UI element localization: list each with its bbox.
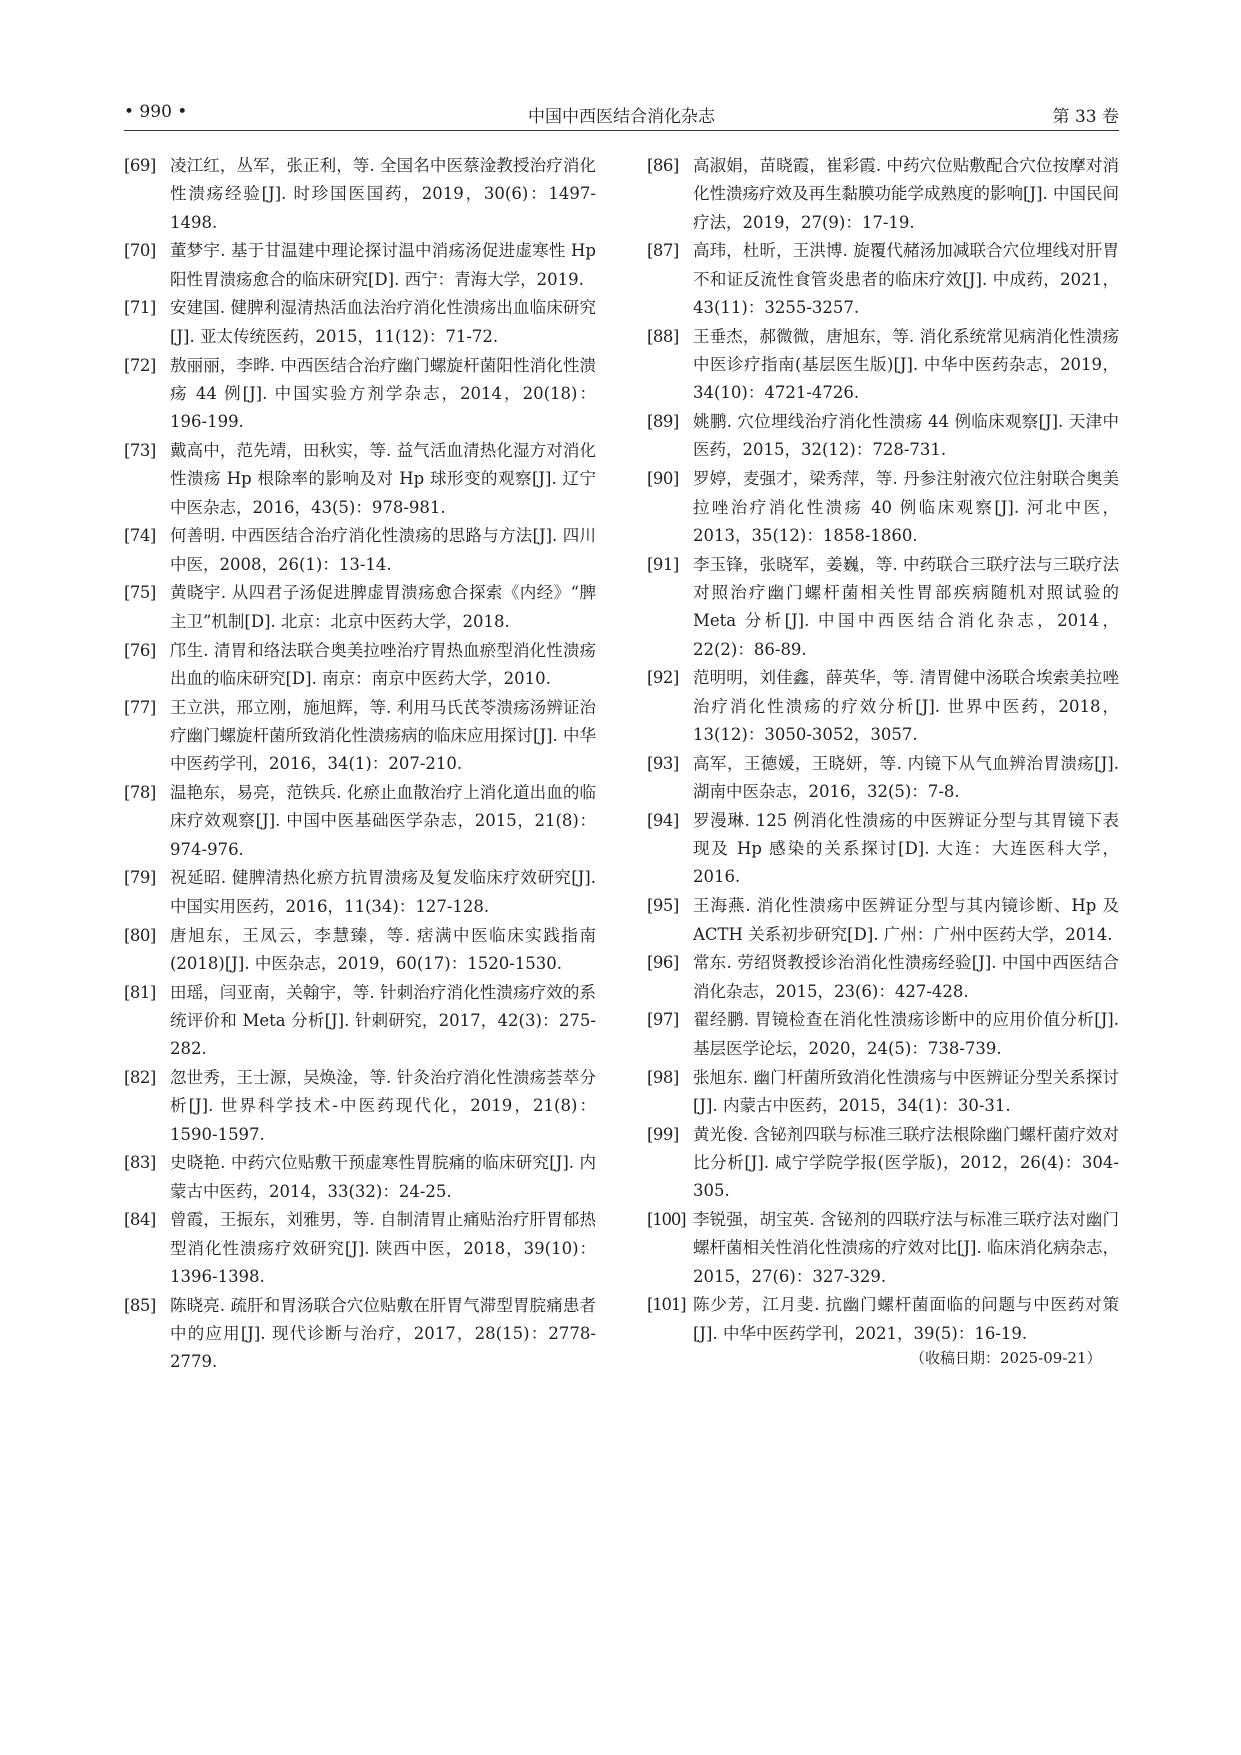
reference-item — [124, 694, 596, 779]
received-date: （收稿日期：2025-09-21） — [910, 1349, 1102, 1367]
reference-number: [74] — [124, 526, 156, 546]
reference-item — [647, 1291, 1119, 1348]
reference-number: [81] — [124, 982, 156, 1002]
reference-text: 黄晓宇. 从四君子汤促进脾虚胃溃疡愈合探索《内经》“脾主卫”机制[D]. 北京：北京中医药大学，2018. — [170, 583, 596, 631]
reference-text: 常东. 劳绍贤教授诊治消化性溃疡经验[J]. 中国中西医结合消化杂志，2015，23(6)：427-428. — [693, 953, 1119, 1001]
reference-number: [96] — [647, 953, 679, 973]
reference-text: 董梦宇. 基于甘温建中理论探讨温中消疡汤促进虚寒性 Hp 阳性胃溃疡愈合的临床研究[D]. 西宁：青海大学，2019. — [170, 241, 596, 289]
reference-number: [77] — [124, 697, 156, 717]
reference-text: 罗漫琳. 125 例消化性溃疡的中医辨证分型与其胃镜下表现及 Hp 感染的关系探讨[D]. 大连：大连医科大学，2016. — [693, 810, 1119, 887]
reference-text: 高淑娟，苗晓霞，崔彩霞. 中药穴位贴敷配合穴位按摩对消化性溃疡疗效及再生黏膜功能学成熟度的影响[J]. 中国民间疗法，2019，27(9)：17-19. — [693, 156, 1119, 232]
reference-item — [647, 750, 1119, 807]
reference-item — [124, 922, 596, 979]
reference-number: [84] — [124, 1210, 156, 1230]
reference-number: [99] — [647, 1124, 679, 1144]
reference-text: 安建国. 健脾利湿清热活血法治疗消化性溃疡出血临床研究[J]. 亚太传统医药，2015，11(12)：71-72. — [170, 298, 596, 346]
reference-item — [647, 551, 1119, 664]
reference-number: [89] — [647, 412, 679, 432]
reference-number: [94] — [647, 810, 679, 830]
reference-item — [647, 949, 1119, 1006]
reference-text: 邝生. 清胃和络法联合奥美拉唑治疗胃热血瘀型消化性溃疡出血的临床研究[D]. 南京：南京中医药大学，2010. — [170, 640, 596, 688]
reference-text: 田瑶，闫亚南，关翰宇，等. 针刺治疗消化性溃疡疗效的系统评价和 Meta 分析[J]. 针刺研究，2017，42(3)：275-282. — [170, 982, 596, 1059]
reference-text: 李锐强，胡宝英. 含铋剂的四联疗法与标准三联疗法对幽门螺杆菌相关性消化性溃疡的疗效对比[J]. 临床消化病杂志，2015，27(6)：327-329. — [693, 1209, 1119, 1286]
reference-text: 戴高中，范先靖，田秋实，等. 益气活血清热化湿方对消化性溃疡 Hp 根除率的影响及对 Hp 球形变的观察[J]. 辽宁中医杂志，2016，43(5)：978-981. — [170, 440, 596, 517]
reference-number: [87] — [647, 241, 679, 261]
reference-item — [647, 152, 1119, 237]
reference-item — [124, 437, 596, 522]
reference-number: [101] — [647, 1295, 686, 1315]
reference-text: 范明明，刘佳鑫，薛英华，等. 清胃健中汤联合埃索美拉唑治疗消化性溃疡的疗效分析[J]. 世界中医药，2018，13(12)：3050-3052，3057. — [693, 668, 1119, 744]
reference-number: [70] — [124, 241, 156, 261]
reference-number: [76] — [124, 640, 156, 660]
reference-number: [73] — [124, 440, 156, 460]
reference-number: [71] — [124, 298, 156, 318]
reference-item — [124, 979, 596, 1064]
reference-text: 姚鹏. 穴位埋线治疗消化性溃疡 44 例临床观察[J]. 天津中医药，2015，32(12)：728-731. — [693, 412, 1119, 460]
reference-item — [124, 579, 596, 636]
reference-item — [647, 1064, 1119, 1121]
reference-text: 忽世秀，王士源，吴焕淦，等. 针灸治疗消化性溃疡荟萃分析[J]. 世界科学技术-中医药现代化，2019，21(8)：1590-1597. — [170, 1068, 596, 1144]
volume-label: 第 33 卷 — [1052, 107, 1119, 127]
page-header — [124, 100, 1119, 131]
reference-number: [83] — [124, 1153, 156, 1173]
reference-text: 陈少芳，江月斐. 抗幽门螺杆菌面临的问题与中医药对策[J]. 中华中医药学刊，2021，39(5)：16-19. — [693, 1295, 1119, 1343]
reference-item — [124, 352, 596, 437]
references-left-column — [124, 152, 596, 1377]
reference-text: 唐旭东，王凤云，李慧臻，等. 痞满中医临床实践指南(2018)[J]. 中医杂志，2019，60(17)：1520-1530. — [170, 925, 596, 973]
reference-number: [93] — [647, 753, 679, 773]
reference-item — [124, 522, 596, 579]
reference-item — [124, 1149, 596, 1206]
reference-number: [95] — [647, 896, 679, 916]
reference-number: [91] — [647, 554, 679, 574]
reference-number: [82] — [124, 1068, 156, 1087]
reference-number: [100] — [647, 1209, 686, 1229]
reference-number: [72] — [124, 355, 156, 375]
reference-item — [647, 323, 1119, 408]
reference-text: 王立洪，邢立刚，施旭辉，等. 利用马氏芪苓溃疡汤辨证治疗幽门螺旋杆菌所致消化性溃疡病的临床应用探讨[J]. 中华中医药学刊，2016，34(1)：207-210. — [170, 697, 596, 774]
reference-number: [86] — [647, 156, 679, 175]
reference-text: 翟经鹏. 胃镜检查在消化性溃疡诊断中的应用价值分析[J]. 基层医学论坛，2020，24(5)：738-739. — [693, 1010, 1119, 1058]
journal-title: 中国中西医结合消化杂志 — [528, 107, 715, 127]
reference-item — [647, 465, 1119, 550]
reference-item — [124, 779, 596, 864]
reference-text: 高玮，杜昕，王洪博. 旋覆代赭汤加减联合穴位埋线对肝胃不和证反流性食管炎患者的临床疗效[J]. 中成药，2021，43(11)：3255-3257. — [693, 241, 1119, 317]
references-right-column — [647, 152, 1119, 1348]
reference-text: 温艳东，易亮，范铁兵. 化瘀止血散治疗上消化道出血的临床疗效观察[J]. 中国中医基础医学杂志，2015，21(8)：974-976. — [170, 783, 596, 859]
reference-item — [124, 637, 596, 694]
reference-text: 高军，王德媛，王晓妍，等. 内镜下从气血辨治胃溃疡[J]. 湖南中医杂志，2016，32(5)：7-8. — [693, 753, 1119, 802]
reference-number: [97] — [647, 1010, 679, 1030]
reference-text: 何善明. 中西医结合治疗消化性溃疡的思路与方法[J]. 四川中医，2008，26(1)：13-14. — [170, 526, 596, 574]
reference-number: [78] — [124, 783, 156, 803]
reference-number: [75] — [124, 583, 156, 603]
reference-number: [85] — [124, 1295, 156, 1315]
reference-item — [124, 152, 596, 237]
reference-item — [647, 1206, 1119, 1291]
reference-number: [98] — [647, 1067, 679, 1087]
reference-text: 敖丽丽，李晔. 中西医结合治疗幽门螺旋杆菌阳性消化性溃疡 44 例[J]. 中国实验方剂学杂志，2014，20(18)：196-199. — [170, 355, 596, 432]
reference-text: 王垂杰，郝微微，唐旭东，等. 消化系统常见病消化性溃疡中医诊疗指南(基层医生版)[J]. 中华中医药杂志，2019，34(10)：4721-4726. — [693, 326, 1119, 403]
reference-text: 陈晓亮. 疏肝和胃汤联合穴位贴敷在肝胃气滞型胃脘痛患者中的应用[J]. 现代诊断与治疗，2017，28(15)：2778-2779. — [170, 1295, 596, 1372]
reference-text: 史晓艳. 中药穴位贴敷干预虚寒性胃脘痛的临床研究[J]. 内蒙古中医药，2014，33(32)：24-25. — [170, 1153, 596, 1201]
reference-item — [647, 237, 1119, 322]
page-number: • 990 • — [124, 102, 188, 122]
reference-item — [124, 1206, 596, 1291]
reference-number: [79] — [124, 868, 156, 888]
reference-item — [647, 892, 1119, 949]
reference-item — [124, 1292, 596, 1377]
reference-text: 王海燕. 消化性溃疡中医辨证分型与其内镜诊断、Hp 及 ACTH 关系初步研究[D]. 广州：广州中医药大学，2014. — [693, 896, 1119, 944]
reference-text: 曾霞，王振东，刘雅男，等. 自制清胃止痛贴治疗肝胃郁热型消化性溃疡疗效研究[J]. 陕西中医，2018，39(10)：1396-1398. — [170, 1210, 596, 1287]
reference-item — [124, 237, 596, 294]
reference-number: [88] — [647, 326, 679, 346]
reference-item — [124, 294, 596, 351]
reference-text: 黄光俊. 含铋剂四联与标准三联疗法根除幽门螺杆菌疗效对比分析[J]. 咸宁学院学报(医学版)，2012，26(4)：304-305. — [693, 1124, 1119, 1201]
reference-item — [647, 807, 1119, 892]
reference-text: 张旭东. 幽门杆菌所致消化性溃疡与中医辨证分型关系探讨[J]. 内蒙古中医药，2015，34(1)：30-31. — [693, 1067, 1119, 1115]
reference-item — [124, 864, 596, 921]
reference-text: 凌江红，丛军，张正利，等. 全国名中医蔡淦教授治疗消化性溃疡经验[J]. 时珍国医国药，2019，30(6)：1497-1498. — [170, 156, 596, 232]
reference-item — [124, 1064, 596, 1149]
reference-number: [92] — [647, 668, 679, 688]
reference-text: 罗婷，麦强才，梁秀萍，等. 丹参注射液穴位注射联合奥美拉唑治疗消化性溃疡 40 例临床观察[J]. 河北中医，2013，35(12)：1858-1860. — [693, 469, 1119, 545]
reference-text: 祝延昭. 健脾清热化瘀方抗胃溃疡及复发临床疗效研究[J]. 中国实用医药，2016，11(34)：127-128. — [170, 868, 596, 916]
reference-number: [69] — [124, 156, 156, 175]
reference-item — [647, 408, 1119, 465]
reference-item — [647, 1006, 1119, 1063]
reference-item — [647, 664, 1119, 749]
reference-number: [90] — [647, 469, 679, 489]
reference-item — [647, 1121, 1119, 1206]
reference-number: [80] — [124, 925, 156, 945]
reference-text: 李玉锋，张晓军，姜巍，等. 中药联合三联疗法与三联疗法对照治疗幽门螺杆菌相关性胃部疾病随机对照试验的 Meta 分析[J]. 中国中西医结合消化杂志，2014，22(2)：86-89. — [693, 554, 1119, 659]
